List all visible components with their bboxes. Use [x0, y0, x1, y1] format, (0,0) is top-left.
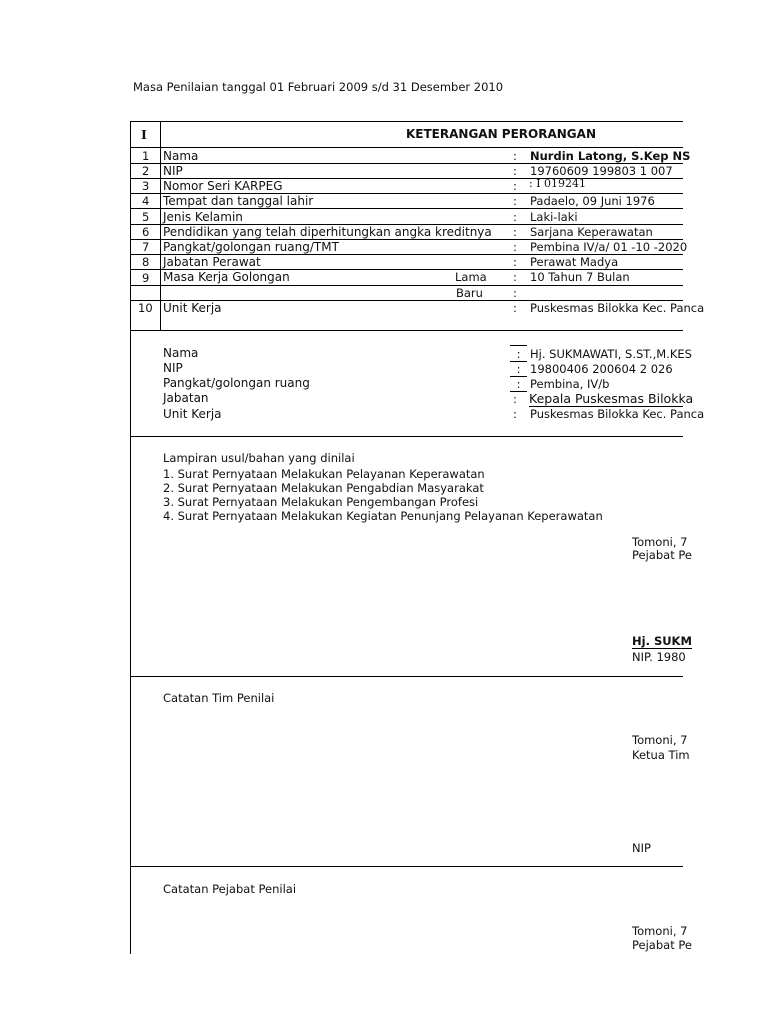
signature-role: Ketua Tim: [632, 748, 690, 762]
row-number: 6: [142, 225, 150, 239]
colon: :: [513, 392, 517, 406]
masa-kerja-lama-label: Lama: [455, 270, 487, 284]
signature-role: Pejabat Pe: [632, 548, 692, 562]
signature-place: Tomoni, 7: [632, 924, 688, 938]
row-value: 10 Tahun 7 Bulan: [530, 270, 630, 284]
row-divider: [130, 285, 683, 286]
row-number: 4: [142, 194, 150, 208]
header-divider: [130, 147, 683, 148]
attachment-item: 1. Surat Pernyataan Melakukan Pelayanan Keperawatan: [163, 467, 485, 481]
colon: :: [510, 362, 527, 377]
table-top-border: [130, 121, 683, 122]
section-divider: [130, 676, 683, 677]
row-number: 5: [142, 210, 150, 224]
row-number: 3: [142, 179, 150, 193]
row-label: NIP: [163, 164, 183, 178]
row-label: Masa Kerja Golongan: [163, 270, 290, 284]
official-value: Pembina, IV/b: [530, 377, 610, 391]
assessment-period: Masa Penilaian tanggal 01 Februari 2009 s/d 31 Desember 2010: [133, 80, 504, 94]
colon: :: [513, 255, 517, 269]
pejabat-penilai-heading: Catatan Pejabat Penilai: [163, 882, 297, 896]
colon: :: [513, 301, 517, 315]
signer-nip: NIP: [632, 841, 651, 855]
signature-place: Tomoni, 7: [632, 733, 688, 747]
row-value: Padaelo, 09 Juni 1976: [530, 194, 655, 208]
row-value: Perawat Madya: [530, 255, 619, 269]
section-divider: [130, 330, 683, 331]
section-title: KETERANGAN PERORANGAN: [406, 127, 596, 141]
section-number: I: [141, 127, 147, 142]
colon: :: [513, 240, 517, 254]
row-label: Nama: [163, 149, 199, 163]
official-value: 19800406 200604 2 026: [530, 362, 673, 376]
colon: :: [513, 225, 517, 239]
row-number: 2: [142, 164, 150, 178]
attachment-item: 3. Surat Pernyataan Melakukan Pengembangan Profesi: [163, 495, 479, 509]
row-divider: [130, 208, 683, 209]
colon-overline: [510, 345, 527, 346]
row-label: Pangkat/golongan ruang/TMT: [163, 240, 339, 254]
number-column-divider: [160, 121, 161, 330]
row-value: Nurdin Latong, S.Kep NS: [530, 149, 691, 163]
row-label: Nomor Seri KARPEG: [163, 179, 283, 193]
row-label: Jabatan Perawat: [163, 255, 261, 269]
table-left-border: [130, 121, 131, 954]
colon: :: [513, 286, 517, 300]
row-number: 7: [142, 240, 150, 254]
signer-nip: NIP. 1980: [632, 650, 686, 664]
official-value: Puskesmas Bilokka Kec. Panca: [530, 407, 705, 421]
row-value: Puskesmas Bilokka Kec. Panca: [530, 301, 705, 315]
colon: :: [513, 407, 517, 421]
official-label: Jabatan: [163, 391, 209, 405]
official-label: Unit Kerja: [163, 407, 222, 421]
row-value: 19760609 199803 1 007: [530, 164, 673, 178]
row-value: : I 019241: [529, 177, 587, 190]
colon: :: [510, 377, 527, 392]
row-label: Tempat dan tanggal lahir: [163, 194, 314, 208]
colon: :: [513, 149, 517, 163]
official-label: Nama: [163, 346, 199, 360]
section-divider: [130, 866, 683, 867]
colon: :: [513, 194, 517, 208]
row-number: 9: [142, 271, 150, 285]
section-divider: [130, 436, 683, 437]
tim-penilai-heading: Catatan Tim Penilai: [163, 691, 275, 705]
row-number: 8: [142, 255, 150, 269]
official-value: Hj. SUKMAWATI, S.ST.,M.KES: [530, 347, 692, 361]
colon: :: [513, 164, 517, 178]
row-number: 1: [142, 149, 150, 163]
row-value: Sarjana Keperawatan: [530, 225, 653, 239]
row-label: Pendidikan yang telah diperhitungkan angka kreditnya: [163, 225, 492, 239]
row-value: Pembina IV/a/ 01 -10 -2020: [530, 240, 688, 254]
attachment-item: 2. Surat Pernyataan Melakukan Pengabdian Masyarakat: [163, 481, 484, 495]
colon: :: [513, 270, 517, 284]
row-label: Unit Kerja: [163, 301, 222, 315]
colon: :: [513, 210, 517, 224]
masa-kerja-baru-label: Baru: [456, 286, 483, 300]
colon: :: [510, 347, 527, 362]
signature-role: Pejabat Pe: [632, 938, 692, 952]
attachments-heading: Lampiran usul/bahan yang dinilai: [163, 451, 355, 465]
official-value: Kepala Puskesmas Bilokka: [529, 391, 694, 406]
attachment-item: 4. Surat Pernyataan Melakukan Kegiatan Penunjang Pelayanan Keperawatan: [163, 509, 603, 523]
official-label: Pangkat/golongan ruang: [163, 376, 310, 390]
signer-name: Hj. SUKM: [632, 634, 692, 648]
row-label: Jenis Kelamin: [163, 210, 243, 224]
official-label: NIP: [163, 361, 183, 375]
signature-place: Tomoni, 7: [632, 535, 688, 549]
row-value: Laki-laki: [530, 210, 578, 224]
colon: :: [513, 179, 517, 193]
row-number: 10: [138, 301, 153, 315]
